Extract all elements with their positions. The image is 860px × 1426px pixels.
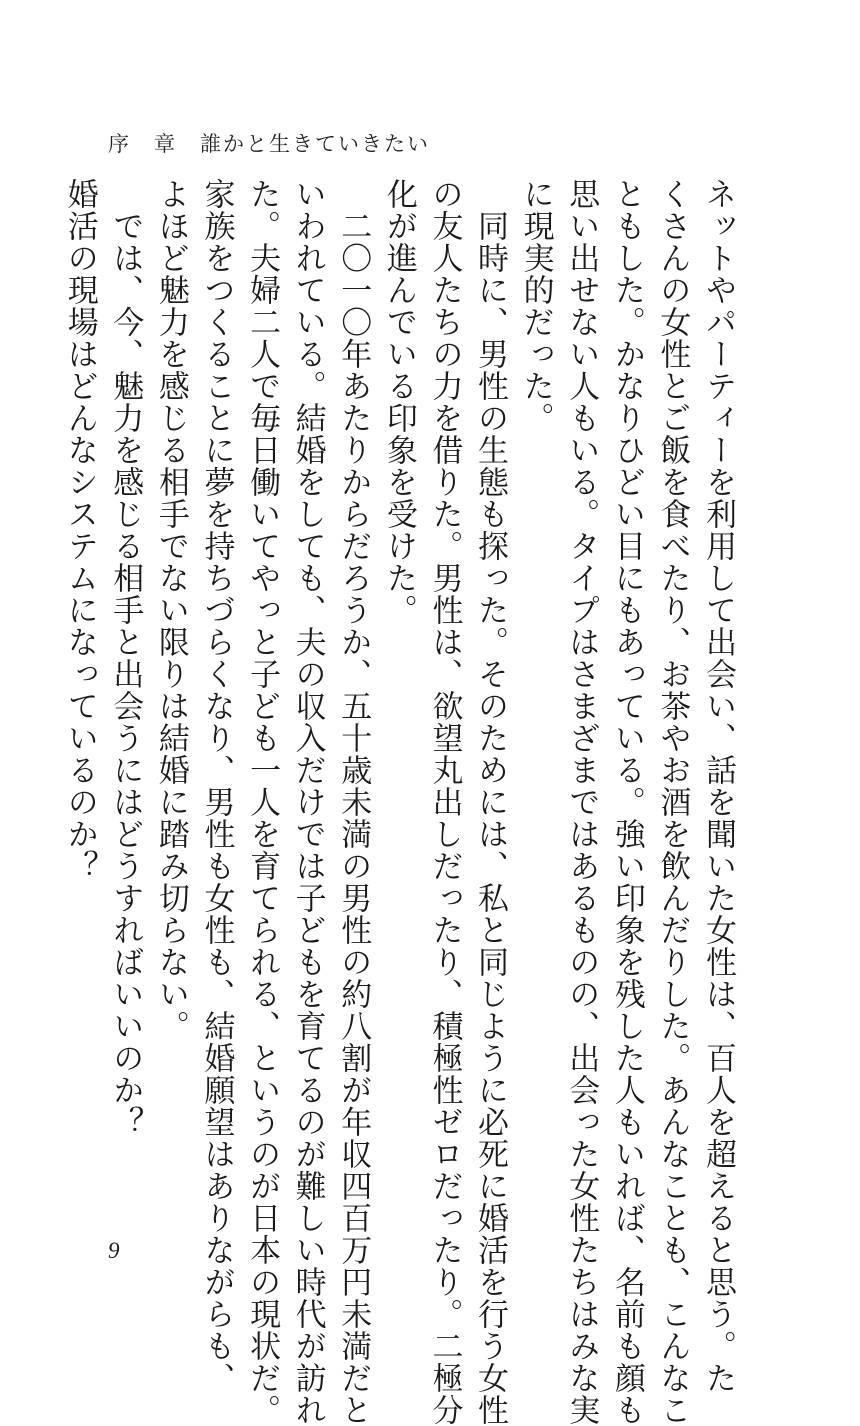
text-line: ネットやパーティーを利用して出会い、話を聞いた女性は、百人を超えると思う。た: [700, 178, 736, 1394]
text-line: よほど魅力を感じる相手でない限りは結婚に踏み切らない。: [152, 178, 189, 1042]
text-line: 同時に、男性の生態も探った。そのためには、私と同じように必死に婚活を行う女性: [472, 178, 509, 1426]
text-line: 家族をつくることに夢を持ちづらくなり、男性も女性も、結婚願望はありながらも、: [198, 178, 235, 1394]
text-line: 二〇一〇年あたりからだろうか、五十歳未満の男性の約八割が年収四百万円未満だと: [335, 178, 372, 1426]
text-line: に現実的だった。: [517, 178, 554, 434]
text-line: では、今、魅力を感じる相手と出会うにはどうすればいいのか？: [107, 178, 144, 1138]
running-head: 序 章 誰かと生きていきたい: [108, 132, 430, 156]
body-text: [56, 178, 740, 1426]
text-line: ともした。かなりひどい目にもあっている。強い印象を残した人もいれば、名前も顔も: [608, 178, 645, 1426]
text-line: の友人たちの力を借りた。男性は、欲望丸出しだったり、積極性ゼロだったり。二極分: [426, 178, 463, 1426]
text-line: 化が進んでいる印象を受けた。: [380, 178, 417, 626]
text-line: た。夫婦二人で毎日働いてやっと子ども一人を育てられる、というのが日本の現状だ。: [244, 178, 281, 1426]
page-number: 9: [108, 1238, 120, 1263]
text-line: いわれている。結婚をしても、夫の収入だけでは子どもを育てるのが難しい時代が訪れ: [289, 178, 326, 1426]
text-line: 思い出せない人もいる。タイプはさまざまではあるものの、出会った女性たちはみな実: [563, 178, 600, 1426]
text-line: くさんの女性とご飯を食べたり、お茶やお酒を飲んだりした。あんなことも、こんなこ: [654, 178, 691, 1426]
text-line: 婚活の現場はどんなシステムになっているのか？: [61, 178, 98, 882]
